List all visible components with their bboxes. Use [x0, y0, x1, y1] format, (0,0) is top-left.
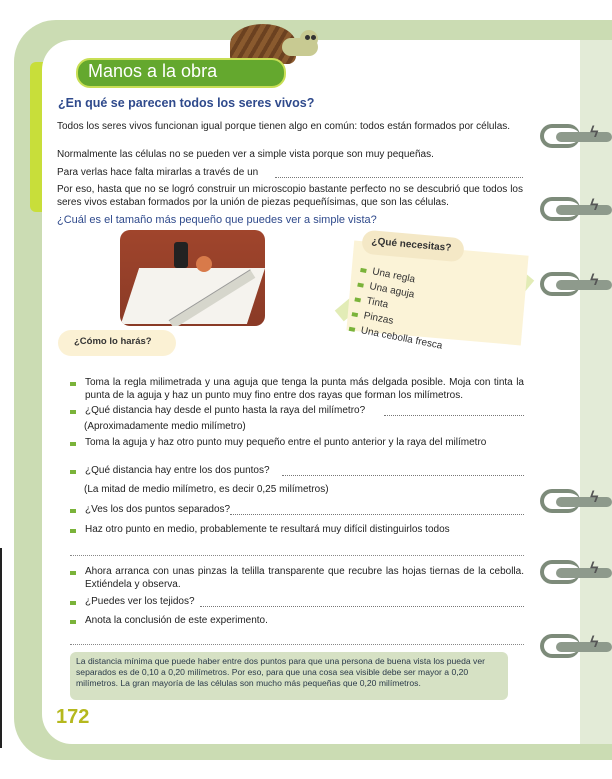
step-item — [70, 524, 524, 537]
step-text: Haz otro punto en medio, probablemente te resultará muy difícil distinguirlos todos — [85, 524, 450, 535]
main-question: ¿En qué se parecen todos los seres vivos? — [58, 96, 315, 110]
paragraph: Por eso, hasta que no se logró construir un microscopio bastante perfecto no se descubrió que todos los seres vivos estaban formados por la unión de piezas pequeñísimas, que son las células. — [57, 184, 523, 208]
answer-line[interactable] — [70, 555, 524, 556]
how-title: ¿Cómo lo harás? — [74, 336, 152, 347]
bullet-icon — [70, 382, 76, 386]
paragraph: Normalmente las células no se pueden ver a simple vista porque son muy pequeñas. — [57, 149, 434, 160]
step-text: ¿Qué distancia hay entre los dos puntos? — [85, 465, 270, 476]
bullet-icon — [70, 601, 76, 605]
ring-bar — [556, 497, 612, 507]
answer-line[interactable] — [230, 514, 524, 515]
answer-line[interactable] — [384, 415, 524, 416]
ring-glyph: ϟ — [590, 197, 599, 214]
paragraph: Todos los seres vivos funcionan igual porque tienen algo en común: todos están formados por células. — [57, 121, 511, 132]
answer-line[interactable] — [200, 606, 524, 607]
step-text: Ahora arranca con unas pinzas la telilla transparente que recubre las hojas tiernas de la cebolla. Extiéndela y observa. — [85, 566, 524, 590]
needs-title: ¿Qué necesitas? — [371, 236, 452, 254]
bullet-icon — [354, 297, 361, 302]
ring-bar — [556, 568, 612, 578]
needs-item-label: Tinta — [365, 295, 390, 311]
answer-line[interactable] — [70, 644, 524, 645]
step-text: Toma la regla milimetrada y una aguja que tenga la punta más delgada posible. Moja con tinta la punta de la aguja y haz un punto muy fino entre dos rayas que forman los milímetros. — [85, 377, 524, 401]
bullet-icon — [70, 509, 76, 513]
spiral-ring-icon — [540, 634, 612, 660]
bullet-icon — [360, 267, 367, 272]
left-edge-line — [0, 548, 2, 748]
spiral-ring-icon — [540, 560, 612, 586]
bullet-icon — [349, 326, 356, 331]
spiral-ring-icon — [540, 197, 612, 223]
size-question: ¿Cuál es el tamaño más pequeño que puedes ver a simple vista? — [57, 214, 377, 226]
step-text: ¿Puedes ver los tejidos? — [85, 596, 195, 607]
step-text: Anota la conclusión de este experimento. — [85, 615, 268, 626]
photo-ink-bottle — [174, 242, 188, 268]
step-item — [70, 377, 524, 402]
ring-glyph: ϟ — [590, 272, 599, 289]
bullet-icon — [70, 620, 76, 624]
needs-item-label: Una cebolla fresca — [359, 325, 444, 352]
needs-item-label: Pinzas — [362, 310, 395, 327]
bullet-icon — [70, 470, 76, 474]
spiral-ring-icon — [540, 272, 612, 298]
needs-item-label: Una regla — [371, 266, 416, 286]
photo-onion — [196, 256, 212, 272]
snail-eye — [305, 35, 310, 40]
ring-glyph: ϟ — [590, 560, 599, 577]
bullet-icon — [70, 529, 76, 533]
spiral-ring-icon — [540, 489, 612, 515]
step-item — [70, 437, 524, 450]
step-item — [70, 615, 524, 628]
page-number: 172 — [56, 706, 90, 728]
ring-glyph: ϟ — [590, 634, 599, 651]
note-text: La distancia mínima que puede haber entre dos puntos para que una persona de buena vista los pueda ver separados es de 0,10 a 0,20 milímetros. Por eso, para que una cosa sea visible debe ser mayor a 0,20 milímetros. La gran mayoría de las células son mucho más pequeñas que 0,20 milímetros. — [76, 656, 485, 688]
answer-text: (La mitad de medio milímetro, es decir 0,25 milímetros) — [84, 484, 329, 495]
spiral-ring-icon — [540, 124, 612, 150]
header-title: Manos a la obra — [88, 61, 218, 81]
snail-eye — [311, 35, 316, 40]
paragraph-fill-in: Para verlas hace falta mirarlas a través de un — [57, 167, 259, 178]
needs-item-label: Una aguja — [368, 280, 416, 301]
ring-glyph: ϟ — [590, 489, 599, 506]
bullet-icon — [70, 442, 76, 446]
answer-line[interactable] — [282, 475, 524, 476]
experiment-photo — [120, 230, 265, 326]
bullet-icon — [70, 571, 76, 575]
bullet-icon — [70, 410, 76, 414]
answer-text: (Aproximadamente medio milímetro) — [84, 421, 246, 432]
ring-bar — [556, 132, 612, 142]
step-text: Toma la aguja y haz otro punto muy pequeño entre el punto anterior y la raya del milímetro — [85, 437, 487, 448]
bullet-icon — [352, 312, 359, 317]
bullet-icon — [357, 282, 364, 287]
ring-bar — [556, 280, 612, 290]
ring-bar — [556, 642, 612, 652]
ring-glyph: ϟ — [590, 124, 599, 141]
step-item — [70, 566, 524, 591]
fill-in-blank[interactable] — [275, 177, 523, 178]
step-text: ¿Qué distancia hay desde el punto hasta la raya del milímetro? — [85, 405, 366, 416]
step-text: ¿Ves los dos puntos separados? — [85, 504, 231, 515]
ring-bar — [556, 205, 612, 215]
